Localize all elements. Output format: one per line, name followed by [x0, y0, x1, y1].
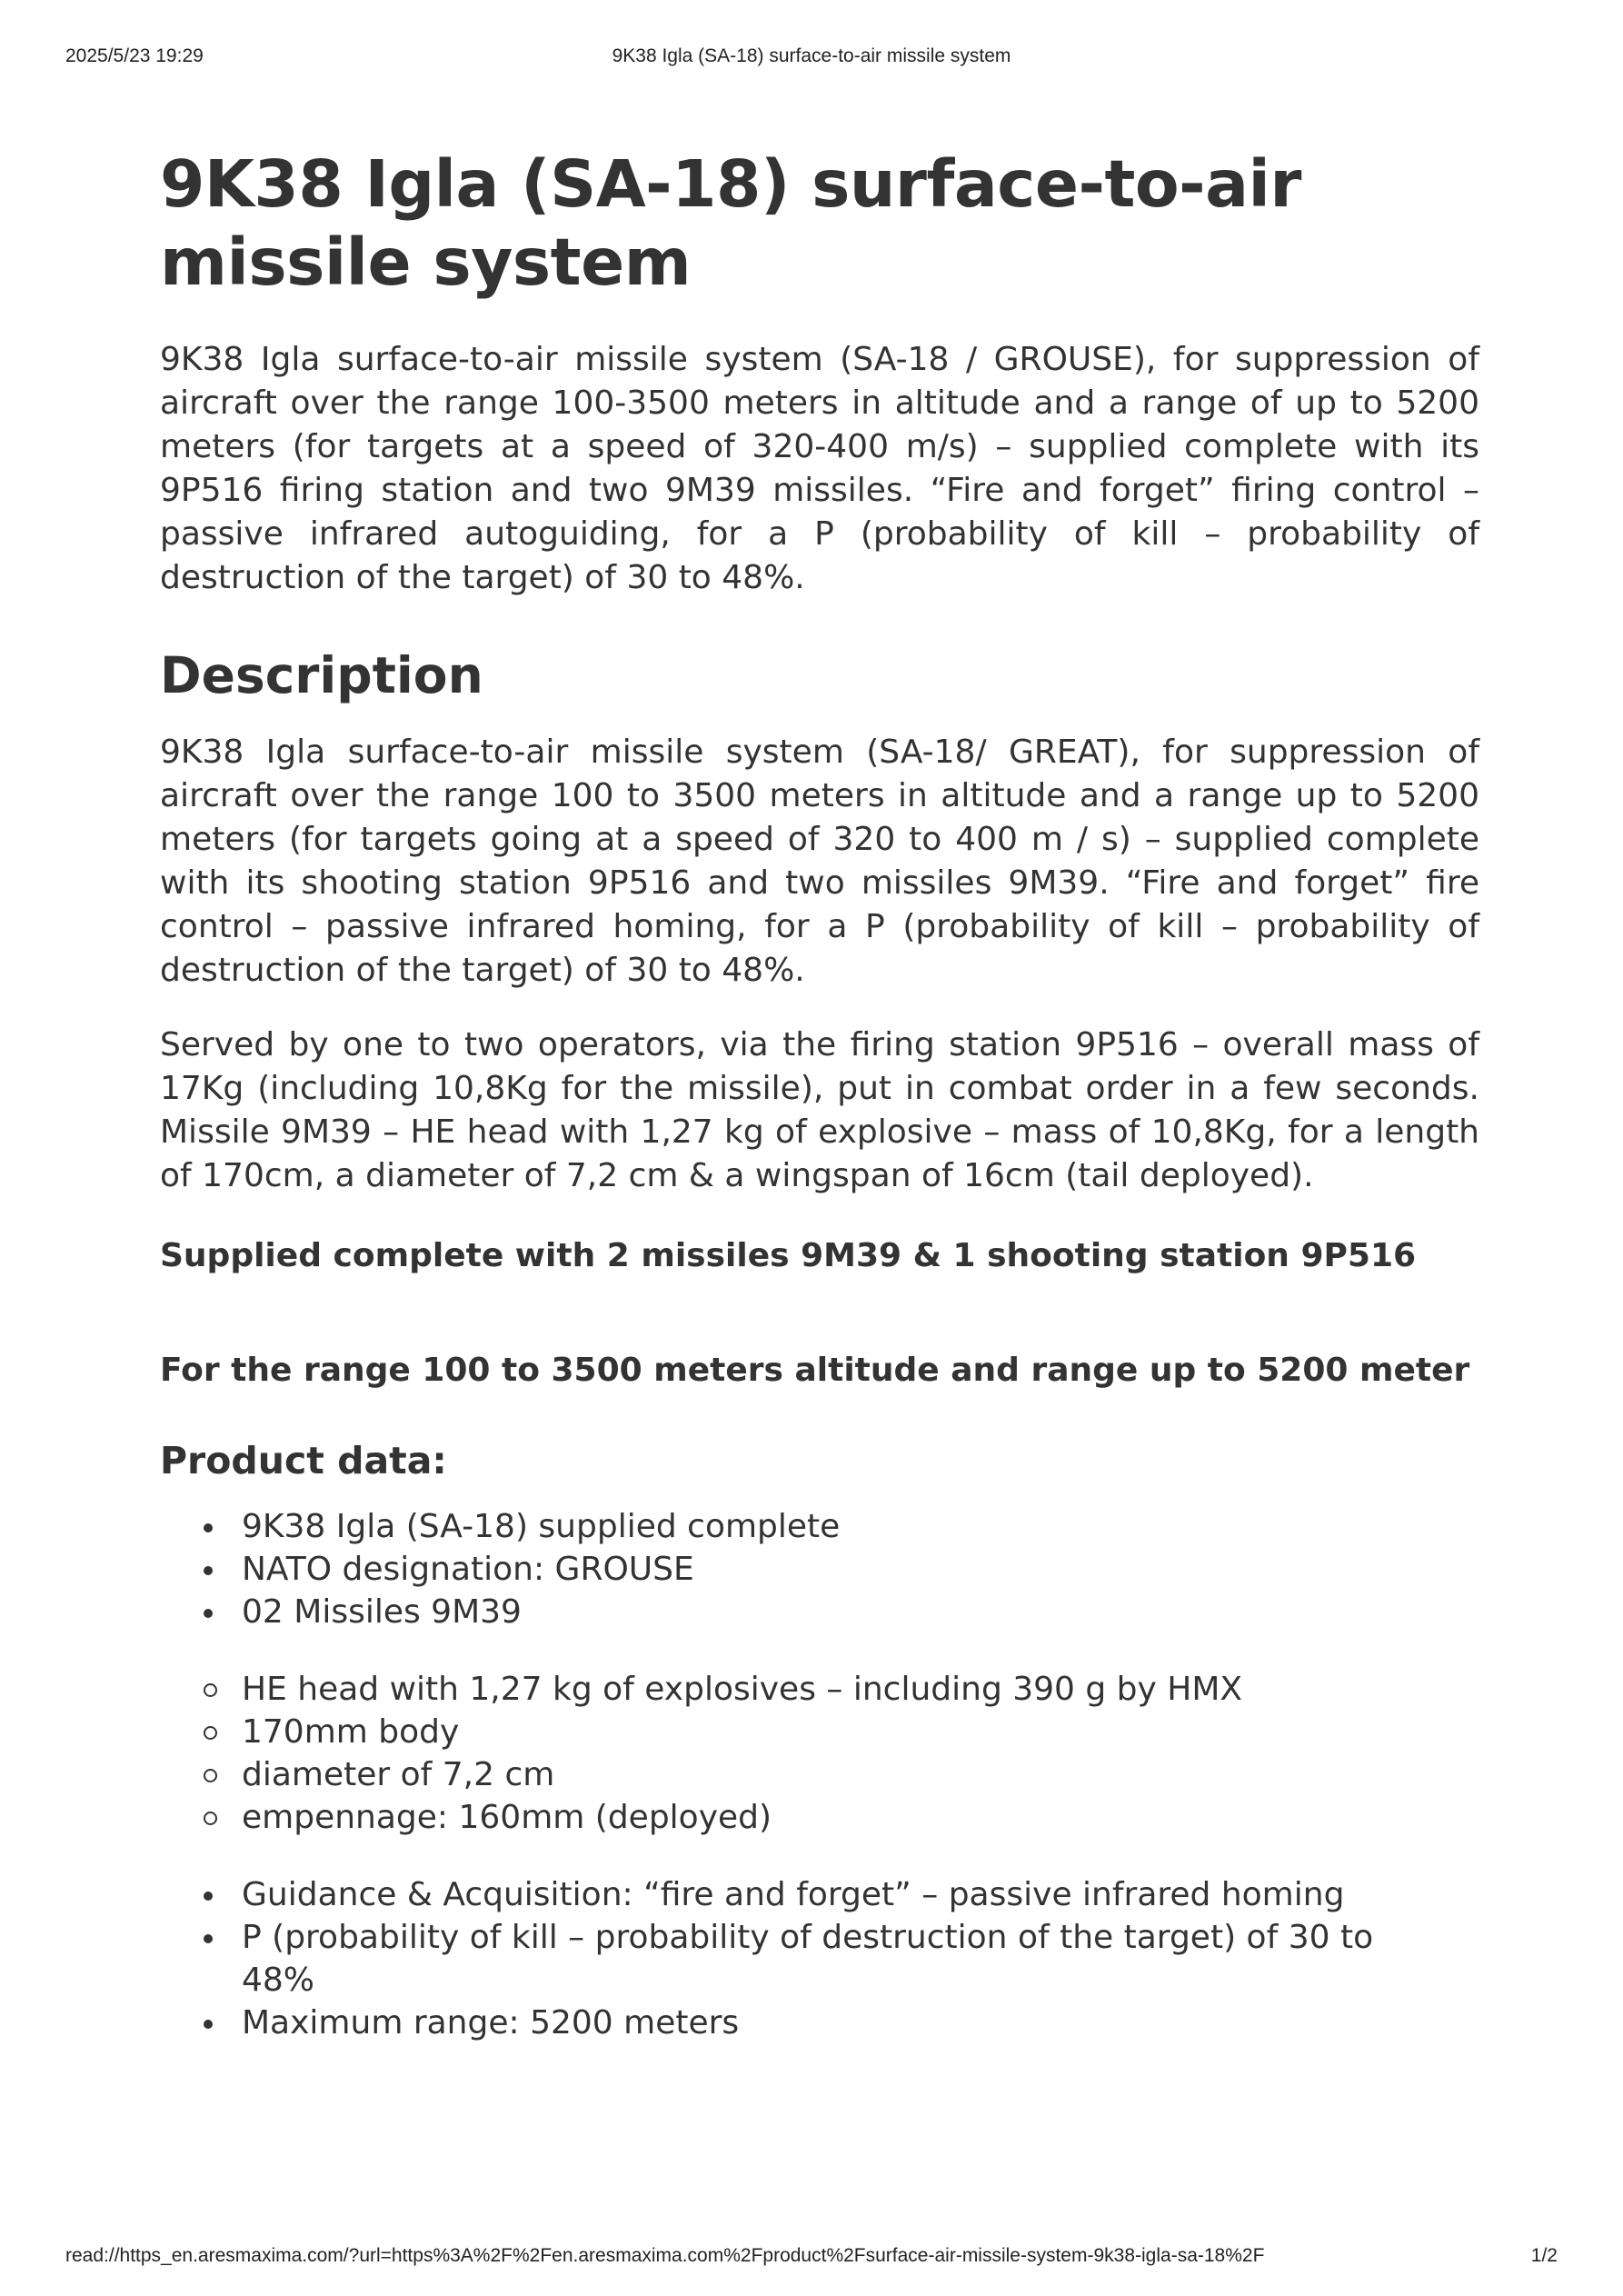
article-title: 9K38 Igla (SA-18) surface-to-air missile system [160, 146, 1301, 300]
description-paragraph-1: 9K38 Igla surface-to-air missile system (SA-18/ GREAT), for suppression of aircraft over the range 100 to 3500 meters in altitude and a range up to 5200 meters (for targets going at a speed of 320 to 400 m / s) – supplied complete with its shooting station 9P516 and two missiles 9M39. “Fire and forget” fire control – passive infrared homing, for a P (probability of kill – probability of destruction of the target) of 30 to 48%. [160, 734, 1479, 989]
list-item: 02 Missiles 9M39 [242, 1591, 1479, 1633]
product-data-list-continued [160, 1873, 1479, 2044]
description-heading: Description [160, 646, 483, 704]
print-header [0, 45, 1623, 71]
missile-spec-list [160, 1668, 1479, 1839]
list-item: P (probability of kill – probability of destruction of the target) of 30 to 48% [242, 1916, 1423, 2002]
print-footer [0, 2245, 1623, 2271]
list-item: empennage: 160mm (deployed) [242, 1796, 1479, 1839]
range-line: For the range 100 to 3500 meters altitude and range up to 5200 meter [160, 1352, 1470, 1389]
supplied-complete-line: Supplied complete with 2 missiles 9M39 & 1 shooting station 9P516 [160, 1237, 1417, 1274]
print-title: 9K38 Igla (SA-18) surface-to-air missile system [612, 45, 1011, 66]
list-item: 170mm body [242, 1711, 1479, 1753]
product-data-heading: Product data: [160, 1439, 447, 1482]
page-number: 1/2 [1530, 2245, 1558, 2266]
list-item: Guidance & Acquisition: “fire and forget” – passive infrared homing [242, 1873, 1479, 1916]
product-data-list [160, 1505, 1479, 1633]
list-item: HE head with 1,27 kg of explosives – including 390 g by HMX [242, 1668, 1479, 1711]
list-item: Maximum range: 5200 meters [242, 2002, 1479, 2044]
article [160, 145, 1479, 2044]
description-paragraph-2: Served by one to two operators, via the firing station 9P516 – overall mass of 17Kg (including 10,8Kg for the missile), put in combat order in a few seconds. Missile 9M39 – HE head with 1,27 kg of explosive – mass of 10,8Kg, for a length of 170cm, a diameter of 7,2 cm & a wingspan of 16cm (tail deployed). [160, 1026, 1479, 1194]
intro-paragraph: 9K38 Igla surface-to-air missile system (SA-18 / GROUSE), for suppression of aircraft over the range 100-3500 meters in altitude and a range of up to 5200 meters (for targets at a speed of 320-400 m/s) – supplied complete with its 9P516 firing station and two 9M39 missiles. “Fire and forget” firing control – passive infrared autoguiding, for a P (probability of kill – probability of destruction of the target) of 30 to 48%. [160, 341, 1479, 596]
list-item: diameter of 7,2 cm [242, 1753, 1479, 1796]
print-url: read://https_en.aresmaxima.com/?url=https%3A%2F%2Fen.aresmaxima.com%2Fproduct%2Fsurface-air-missile-system-9k38-igla-sa-18%2F [65, 2245, 1265, 2266]
list-item: 9K38 Igla (SA-18) supplied complete [242, 1505, 1479, 1548]
list-item: NATO designation: GROUSE [242, 1548, 1479, 1591]
print-date: 2025/5/23 19:29 [65, 45, 204, 66]
